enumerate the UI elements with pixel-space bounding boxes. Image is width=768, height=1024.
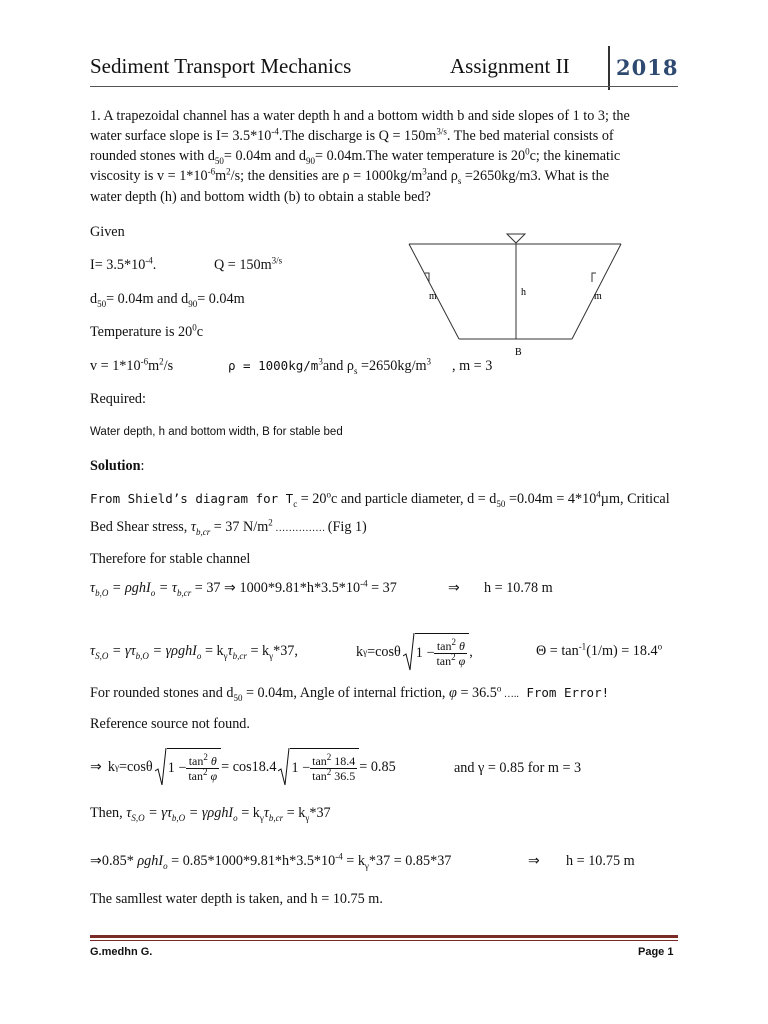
given-side-slope: , m = 3	[452, 358, 493, 374]
document-title: Sediment Transport Mechanics	[90, 54, 352, 78]
solution-line-3: Therefore for stable channel	[90, 551, 251, 567]
right-slope-label: m	[594, 291, 602, 302]
equation-5: ⇒0.85* $\rho ghI_o = 0.85*1000*9.81*h*3.5*10^{-4} = k_\gamma*37 = 0.85*37$	[90, 851, 452, 871]
solution-heading: Solution:	[90, 458, 145, 474]
required-heading: Required:	[90, 391, 146, 407]
friction-angle-line: For rounded stones and $d_{50} = 0.04m$, Angle of internal friction, $\varphi = 36.5^o$ ….. From Error!	[90, 683, 610, 703]
given-densities: $\rho = 1000kg/m^3and$ $\rho_s =2650kg/m^3$	[228, 356, 432, 376]
problem-line-5: water depth (h) and bottom width (b) to obtain a stable bed?	[90, 189, 431, 205]
problem-line-1: 1. A trapezoidal channel has a water depth h and a bottom width b and side slopes of 1 to 3; the	[90, 108, 630, 124]
solution-line-2: Bed Shear stress, $\tau_{b,cr} = 37$ $N/m^2$ …………… (Fig 1)	[90, 517, 367, 537]
given-slope: $I= 3.5*10^{-4}$.	[90, 255, 157, 273]
water-level-marker	[507, 234, 525, 243]
equation-1-result: h = 10.78 m	[484, 580, 553, 596]
equation-2: $\tau_{S,O} = \gamma\tau_{b,O} = \gamma\rho ghI_o = k_\gamma\tau_{b,cr} = k_\gamma*37$,	[90, 643, 298, 661]
sqrt-symbol	[403, 632, 415, 672]
header-rule	[90, 86, 678, 87]
footer-rule-thick	[90, 935, 678, 938]
equation-4: Then, $\tau_{S,O} = \gamma\tau_{b,O} = \gamma\rho ghI_o = k_\gamma\tau_{b,cr} = k_\gamma*37$	[90, 805, 331, 823]
problem-line-4: viscosity is $v = 1*10^{-6}m^2/s$; the densities are $\rho = 1000kg/m^3and$ $\rho_s =2650kg/m3$. What is the	[90, 166, 610, 186]
left-slope-label: m	[429, 291, 437, 302]
problem-line-3: rounded stones with $d_{50}= 0.04m$ and $d_{90}= 0.04m.The$ water temperature is $20^0c$; the kinematic	[90, 146, 621, 166]
footer-page-number: Page 1	[638, 946, 674, 958]
equation-5-result: h = 10.75 m	[566, 853, 635, 869]
given-discharge: $Q = 150m^{3/s}$	[214, 255, 283, 273]
depth-label: h	[521, 287, 526, 298]
equation-1: $\tau_{b,O} = \rho ghI_o = \tau_{b,cr} = 37$ ⇒ $1000*9.81*h*3.5*10^{-4} = 37$	[90, 578, 397, 598]
k-gamma-formula: k γ =cosθ 1 − $\frac{\tan^2 \theta}{\tan^2 \varphi}$ ,	[356, 632, 473, 672]
sqrt-symbol	[155, 747, 167, 787]
problem-line-2: water surface slope is $I= 3.5*10^{-4}.The$ discharge is $Q = 150m^{3/s}$. The bed material consists of	[90, 126, 614, 144]
bottom-width-label: B	[515, 347, 522, 358]
conclusion-line: The samllest water depth is taken, and h = 10.75 m.	[90, 891, 383, 907]
given-temperature: Temperature is $20^0c$	[90, 322, 204, 340]
year-label: 2018	[616, 55, 679, 80]
given-heading: Given	[90, 224, 125, 240]
sqrt-symbol	[278, 747, 290, 787]
equation-5-arrow: ⇒	[528, 853, 540, 869]
theta-formula: $\Theta = \tan^{-1}(1/m) = 18.4^o$	[536, 641, 663, 659]
required-text: Water depth, h and bottom width, B for stable bed	[90, 426, 343, 438]
right-slope-indicator	[592, 273, 596, 282]
assignment-label: Assignment II	[450, 54, 570, 78]
given-viscosity: $v = 1*10^{-6}m^2/s$	[90, 356, 174, 374]
solution-line-1: From Shield’s diagram for $T_c = 20^oc$ and particle diameter, $d = d_{50} =0.04m = 4*10^4\mu m$, Critical	[90, 489, 670, 509]
equation-1-arrow: ⇒	[448, 580, 460, 596]
footer-rule-thin	[90, 940, 678, 941]
header-divider	[608, 46, 610, 90]
reference-error-line: Reference source not found.	[90, 716, 250, 732]
trapezoidal-channel-diagram	[404, 230, 626, 365]
gamma-value: and γ = 0.85 for m = 3	[454, 760, 582, 776]
equation-3: ⇒ k γ =cosθ 1 − $\frac{\tan^2 \theta}{\tan^2 \varphi}$ = cos18.4 1 − $\frac{\tan^2 18.4}{\tan^2 36.5}$ = 0.85	[90, 747, 396, 787]
footer-author: G.medhn G.	[90, 946, 153, 958]
given-grain-size: $d_{50}= 0.04m$ and $d_{90}= 0.04m$	[90, 291, 245, 309]
